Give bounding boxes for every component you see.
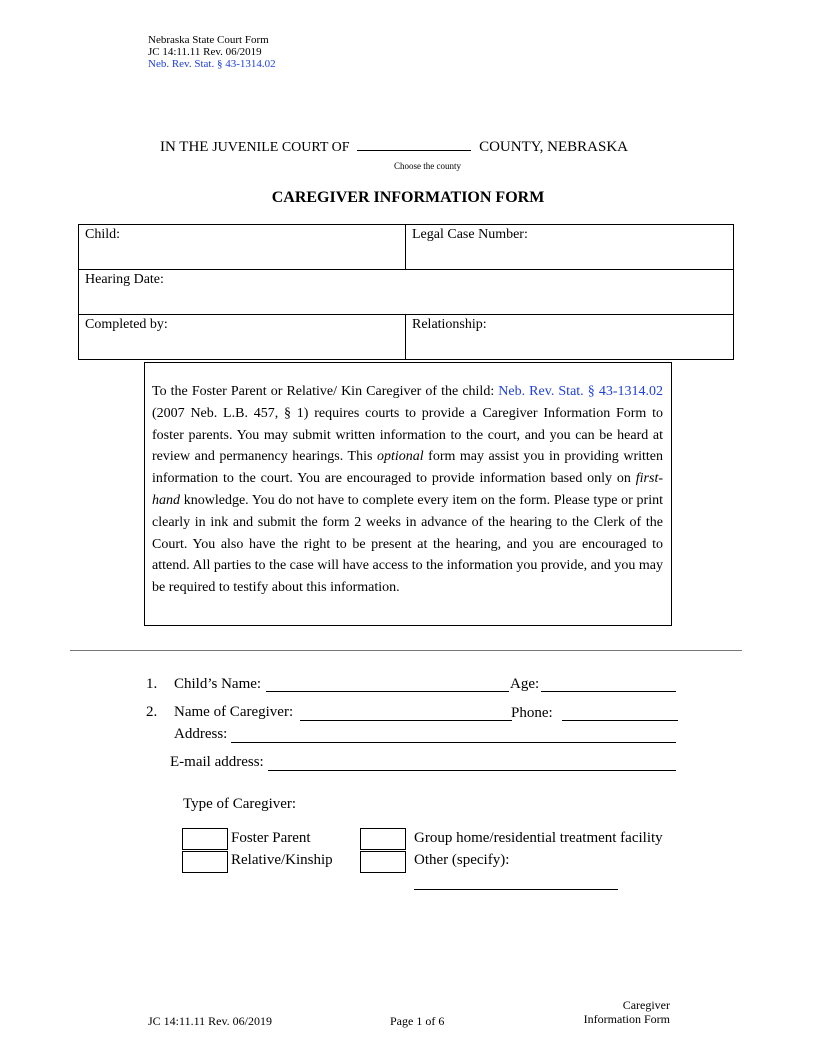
q2-caregiver-name-label: Name of Caregiver: (174, 704, 294, 720)
notice-part3: knowledge. You do not have to complete every item on the form. Please type or print clearly in ink and submit the form 2 weeks in advance of the hearing to the Clerk of the Court. You also have the right to be present at the hearing, and you are encouraged to attend. All parties to the case will have access to the information you provide, and you may be required to testify about this information. (152, 492, 663, 596)
footer-form-number: JC 14:11.11 Rev. 06/2019 (148, 1014, 273, 1028)
footer-form-title-line2: Information Form (583, 1012, 670, 1026)
court-line (160, 138, 628, 156)
case-info-table (78, 224, 734, 360)
address-input[interactable] (231, 742, 676, 743)
hearing-date-field[interactable] (79, 270, 734, 315)
court-name-dropdown[interactable]: JUVENILE COURT OF (212, 140, 350, 155)
relationship-label: Relationship: (412, 317, 487, 332)
child-name-input[interactable] (266, 691, 509, 692)
form-title: CAREGIVER INFORMATION FORM (271, 189, 545, 206)
email-label: E-mail address: (170, 754, 264, 770)
notice-optional: optional (376, 449, 424, 465)
foster-parent-checkbox[interactable] (182, 828, 228, 850)
q2-number: 2. (146, 704, 158, 720)
email-input[interactable] (268, 770, 676, 771)
q1-number: 1. (146, 676, 158, 692)
header-form-number: JC 14:11.11 Rev. 06/2019 (148, 46, 262, 58)
court-prefix: IN THE (160, 139, 209, 155)
relative-kinship-label: Relative/Kinship (231, 852, 333, 868)
age-input[interactable] (541, 691, 676, 692)
caregiver-name-input[interactable] (300, 720, 512, 721)
child-field[interactable] (79, 225, 406, 270)
other-label: Other (specify): (414, 852, 510, 868)
notice-part1: (2007 Neb. L.B. 457, § 1) requires courts to provide a Caregiver Information Form to foster parents. You may submit written information to the court, and you can be heard at review and permanency hearings. This (152, 405, 663, 465)
child-label: Child: (85, 227, 121, 242)
notice-first-hand: first-hand (152, 471, 663, 508)
other-checkbox[interactable] (360, 851, 406, 873)
notice-part2: form may assist you in providing written information to the court. You are encouraged to provide information based only on (152, 449, 663, 487)
county-hint: Choose the county (394, 161, 461, 171)
header-statute-link[interactable]: Neb. Rev. Stat. § 43-1314.02 (148, 58, 276, 70)
legal-case-number-label: Legal Case Number: (412, 227, 528, 242)
footer-form-title-line1: Caregiver (622, 998, 670, 1012)
form-header (148, 34, 276, 70)
caregiver-notice (144, 362, 672, 626)
completed-by-field[interactable] (79, 315, 406, 360)
foster-parent-label: Foster Parent (231, 830, 311, 846)
group-home-checkbox[interactable] (360, 828, 406, 850)
other-specify-input[interactable] (414, 889, 618, 890)
group-home-label: Group home/residential treatment facility (414, 830, 663, 846)
q1-child-name-label: Child’s Name: (174, 676, 262, 692)
q1-age-label: Age: (510, 676, 540, 692)
phone-input[interactable] (562, 720, 678, 721)
footer-form-title (540, 998, 670, 1026)
relative-kinship-checkbox[interactable] (182, 851, 228, 873)
legal-case-number-field[interactable] (406, 225, 734, 270)
q2-address-label: Address: (174, 726, 228, 742)
notice-statute-link[interactable]: Neb. Rev. Stat. § 43-1314.02 (498, 384, 663, 399)
header-court-form: Nebraska State Court Form (148, 34, 269, 46)
caregiver-type-label: Type of Caregiver: (183, 796, 297, 812)
q2-phone-label: Phone: (511, 705, 553, 721)
relationship-field[interactable] (406, 315, 734, 360)
notice-intro: To the Foster Parent or Relative/ Kin Caregiver of the child: (152, 384, 499, 399)
county-field[interactable] (357, 138, 471, 151)
section-divider (70, 650, 742, 651)
court-suffix: COUNTY, NEBRASKA (479, 139, 628, 155)
completed-by-label: Completed by: (85, 317, 168, 332)
footer-page-number: Page 1 of 6 (390, 1014, 445, 1028)
hearing-date-label: Hearing Date: (85, 272, 164, 287)
